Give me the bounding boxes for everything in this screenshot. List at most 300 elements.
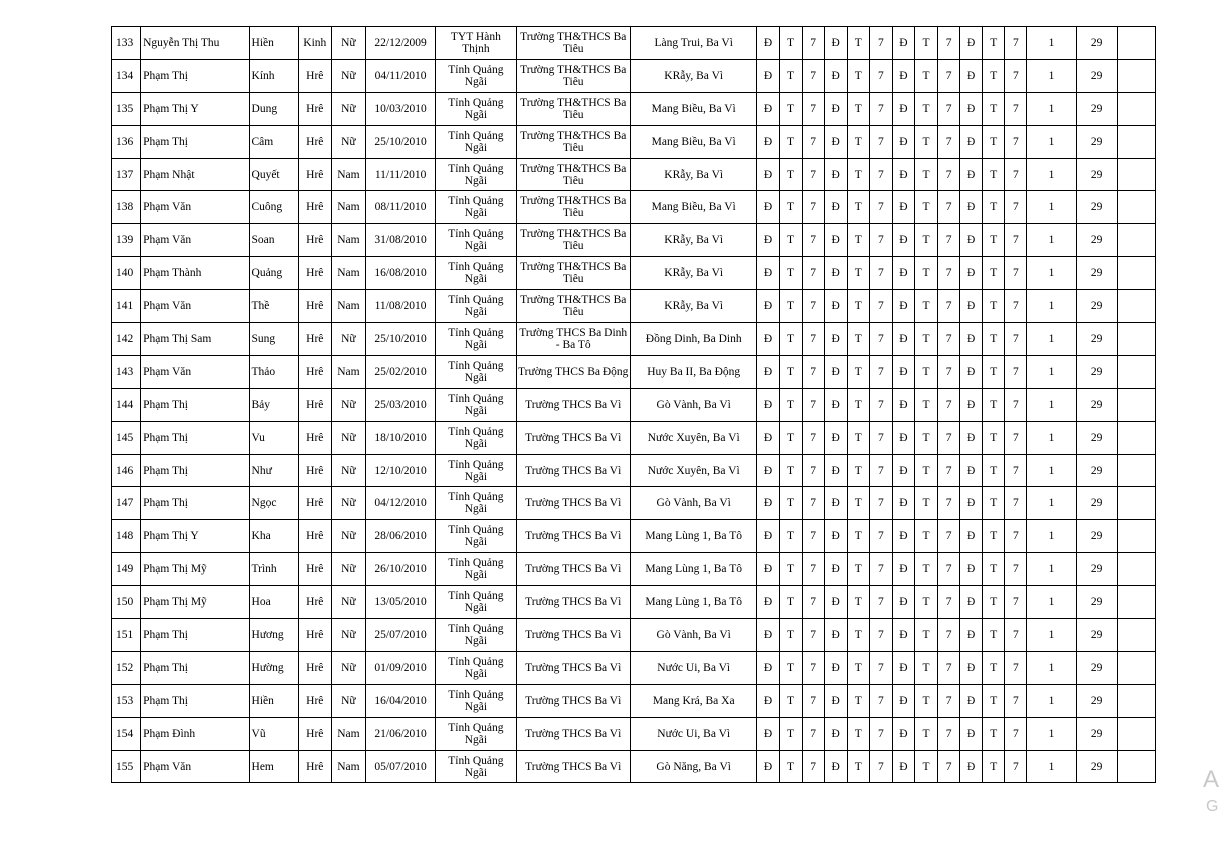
grade-mark-cell: Đ (960, 421, 983, 454)
grade-mark-cell: Đ (960, 520, 983, 553)
ethnicity-cell: Kinh (298, 27, 331, 60)
note-cell (1117, 257, 1155, 290)
total-cell: 29 (1076, 619, 1117, 652)
ethnicity-cell: Hrê (298, 59, 331, 92)
row-number-cell: 144 (112, 388, 141, 421)
grade-mark-cell: 7 (938, 388, 960, 421)
note-cell (1117, 717, 1155, 750)
birth-place-cell: Tỉnh Quảng Ngãi (436, 454, 516, 487)
birth-place-cell: Tỉnh Quảng Ngãi (436, 290, 516, 323)
grade-mark-cell: 7 (1005, 290, 1027, 323)
note-cell (1117, 323, 1155, 356)
grade-mark-cell: Đ (824, 388, 847, 421)
ethnicity-cell: Hrê (298, 421, 331, 454)
student-list-table (111, 26, 1156, 783)
school-cell: Trường THCS Ba Vì (516, 520, 630, 553)
grade-mark-cell: Đ (960, 487, 983, 520)
birth-date-cell: 22/12/2009 (365, 27, 435, 60)
given-name-cell: Quảng (249, 257, 298, 290)
school-cell: Trường THCS Ba Vì (516, 454, 630, 487)
grade-mark-cell: 7 (938, 59, 960, 92)
grade-mark-cell: 7 (1005, 388, 1027, 421)
grade-mark-cell: 7 (1005, 619, 1027, 652)
note-cell (1117, 586, 1155, 619)
given-name-cell: Dung (249, 92, 298, 125)
surname-cell: Phạm Văn (141, 750, 249, 783)
grade-mark-cell: T (779, 421, 802, 454)
grade-mark-cell: 7 (802, 750, 824, 783)
grade-mark-cell: T (914, 59, 937, 92)
gender-cell: Nam (331, 224, 365, 257)
ethnicity-cell: Hrê (298, 586, 331, 619)
row-number-cell: 154 (112, 717, 141, 750)
count-cell: 1 (1027, 651, 1076, 684)
grade-mark-cell: Đ (824, 158, 847, 191)
grade-mark-cell: T (779, 191, 802, 224)
grade-mark-cell: 7 (869, 59, 892, 92)
birth-place-cell: Tỉnh Quảng Ngãi (436, 191, 516, 224)
grade-mark-cell: Đ (824, 421, 847, 454)
grade-mark-cell: T (983, 487, 1005, 520)
grade-mark-cell: T (914, 619, 937, 652)
given-name-cell: Trình (249, 553, 298, 586)
school-cell: Trường TH&THCS Ba Tiêu (516, 257, 630, 290)
ethnicity-cell: Hrê (298, 355, 331, 388)
school-cell: Trường TH&THCS Ba Tiêu (516, 125, 630, 158)
grade-mark-cell: 7 (802, 717, 824, 750)
school-cell: Trường TH&THCS Ba Tiêu (516, 27, 630, 60)
grade-mark-cell: T (983, 257, 1005, 290)
grade-mark-cell: T (847, 717, 869, 750)
address-cell: KRẫy, Ba Vì (630, 59, 756, 92)
grade-mark-cell: T (914, 191, 937, 224)
given-name-cell: Thảo (249, 355, 298, 388)
gender-cell: Nữ (331, 421, 365, 454)
grade-mark-cell: 7 (802, 388, 824, 421)
ethnicity-cell: Hrê (298, 717, 331, 750)
birth-date-cell: 05/07/2010 (365, 750, 435, 783)
grade-mark-cell: Đ (960, 59, 983, 92)
grade-mark-cell: T (779, 59, 802, 92)
grade-mark-cell: T (914, 125, 937, 158)
grade-mark-cell: Đ (960, 191, 983, 224)
grade-mark-cell: 7 (802, 487, 824, 520)
grade-mark-cell: T (847, 191, 869, 224)
birth-date-cell: 11/11/2010 (365, 158, 435, 191)
given-name-cell: Câm (249, 125, 298, 158)
birth-date-cell: 11/08/2010 (365, 290, 435, 323)
table-row (112, 224, 1156, 257)
grade-mark-cell: Đ (892, 59, 914, 92)
total-cell: 29 (1076, 684, 1117, 717)
given-name-cell: Hiền (249, 27, 298, 60)
grade-mark-cell: T (914, 750, 937, 783)
gender-cell: Nữ (331, 520, 365, 553)
birth-place-cell: Tỉnh Quảng Ngãi (436, 125, 516, 158)
grade-mark-cell: 7 (802, 421, 824, 454)
ethnicity-cell: Hrê (298, 257, 331, 290)
birth-date-cell: 12/10/2010 (365, 454, 435, 487)
count-cell: 1 (1027, 684, 1076, 717)
grade-mark-cell: 7 (1005, 125, 1027, 158)
grade-mark-cell: 7 (869, 355, 892, 388)
note-cell (1117, 224, 1155, 257)
row-number-cell: 141 (112, 290, 141, 323)
grade-mark-cell: Đ (892, 750, 914, 783)
birth-date-cell: 16/08/2010 (365, 257, 435, 290)
surname-cell: Phạm Thị Sam (141, 323, 249, 356)
grade-mark-cell: T (847, 158, 869, 191)
grade-mark-cell: 7 (938, 257, 960, 290)
row-number-cell: 147 (112, 487, 141, 520)
total-cell: 29 (1076, 717, 1117, 750)
grade-mark-cell: Đ (892, 586, 914, 619)
given-name-cell: Kính (249, 59, 298, 92)
grade-mark-cell: Đ (824, 520, 847, 553)
school-cell: Trường THCS Ba Vì (516, 586, 630, 619)
grade-mark-cell: 7 (869, 257, 892, 290)
given-name-cell: Hem (249, 750, 298, 783)
grade-mark-cell: T (779, 27, 802, 60)
birth-place-cell: Tỉnh Quảng Ngãi (436, 750, 516, 783)
grade-mark-cell: 7 (802, 586, 824, 619)
grade-mark-cell: Đ (960, 651, 983, 684)
gender-cell: Nữ (331, 454, 365, 487)
grade-mark-cell: T (847, 290, 869, 323)
birth-date-cell: 21/06/2010 (365, 717, 435, 750)
birth-place-cell: Tỉnh Quảng Ngãi (436, 92, 516, 125)
table-row (112, 487, 1156, 520)
grade-mark-cell: Đ (892, 388, 914, 421)
grade-mark-cell: 7 (869, 619, 892, 652)
ethnicity-cell: Hrê (298, 487, 331, 520)
grade-mark-cell: T (983, 619, 1005, 652)
count-cell: 1 (1027, 553, 1076, 586)
gender-cell: Nữ (331, 487, 365, 520)
surname-cell: Phạm Thị (141, 487, 249, 520)
grade-mark-cell: Đ (960, 388, 983, 421)
school-cell: Trường THCS Ba Vì (516, 750, 630, 783)
gender-cell: Nữ (331, 323, 365, 356)
birth-place-cell: Tỉnh Quảng Ngãi (436, 257, 516, 290)
note-cell (1117, 355, 1155, 388)
grade-mark-cell: T (983, 586, 1005, 619)
table-row (112, 158, 1156, 191)
table-row (112, 388, 1156, 421)
grade-mark-cell: T (983, 553, 1005, 586)
birth-date-cell: 25/03/2010 (365, 388, 435, 421)
table-row (112, 421, 1156, 454)
birth-date-cell: 10/03/2010 (365, 92, 435, 125)
table-row (112, 257, 1156, 290)
grade-mark-cell: 7 (938, 355, 960, 388)
total-cell: 29 (1076, 290, 1117, 323)
grade-mark-cell: T (983, 684, 1005, 717)
surname-cell: Phạm Thị (141, 388, 249, 421)
grade-mark-cell: 7 (1005, 158, 1027, 191)
grade-mark-cell: 7 (802, 454, 824, 487)
school-cell: Trường THCS Ba Vì (516, 619, 630, 652)
note-cell (1117, 59, 1155, 92)
grade-mark-cell: 7 (1005, 520, 1027, 553)
count-cell: 1 (1027, 27, 1076, 60)
grade-mark-cell: Đ (824, 125, 847, 158)
grade-mark-cell: Đ (757, 454, 779, 487)
given-name-cell: Ngọc (249, 487, 298, 520)
total-cell: 29 (1076, 191, 1117, 224)
surname-cell: Phạm Thị Y (141, 520, 249, 553)
table-row (112, 553, 1156, 586)
grade-mark-cell: T (914, 487, 937, 520)
birth-place-cell: Tỉnh Quảng Ngãi (436, 717, 516, 750)
grade-mark-cell: 7 (1005, 27, 1027, 60)
grade-mark-cell: T (847, 586, 869, 619)
given-name-cell: Hường (249, 651, 298, 684)
table-row (112, 59, 1156, 92)
note-cell (1117, 553, 1155, 586)
school-cell: Trường THCS Ba Vì (516, 421, 630, 454)
grade-mark-cell: Đ (824, 290, 847, 323)
grade-mark-cell: 7 (1005, 586, 1027, 619)
grade-mark-cell: 7 (1005, 750, 1027, 783)
table-row (112, 290, 1156, 323)
total-cell: 29 (1076, 651, 1117, 684)
gender-cell: Nam (331, 290, 365, 323)
note-cell (1117, 619, 1155, 652)
given-name-cell: Vu (249, 421, 298, 454)
row-number-cell: 155 (112, 750, 141, 783)
surname-cell: Phạm Văn (141, 355, 249, 388)
grade-mark-cell: T (914, 421, 937, 454)
grade-mark-cell: Đ (960, 92, 983, 125)
school-cell: Trường THCS Ba Vì (516, 553, 630, 586)
grade-mark-cell: T (983, 323, 1005, 356)
grade-mark-cell: T (779, 684, 802, 717)
grade-mark-cell: T (914, 224, 937, 257)
given-name-cell: Kha (249, 520, 298, 553)
grade-mark-cell: Đ (757, 553, 779, 586)
grade-mark-cell: T (914, 355, 937, 388)
birth-place-cell: Tỉnh Quảng Ngãi (436, 158, 516, 191)
grade-mark-cell: T (914, 158, 937, 191)
row-number-cell: 145 (112, 421, 141, 454)
grade-mark-cell: Đ (757, 323, 779, 356)
given-name-cell: Soan (249, 224, 298, 257)
grade-mark-cell: Đ (892, 619, 914, 652)
grade-mark-cell: T (779, 388, 802, 421)
grade-mark-cell: 7 (938, 92, 960, 125)
grade-mark-cell: Đ (757, 421, 779, 454)
grade-mark-cell: 7 (1005, 487, 1027, 520)
gender-cell: Nam (331, 717, 365, 750)
birth-date-cell: 28/06/2010 (365, 520, 435, 553)
note-cell (1117, 191, 1155, 224)
total-cell: 29 (1076, 224, 1117, 257)
surname-cell: Phạm Thị (141, 421, 249, 454)
ethnicity-cell: Hrê (298, 651, 331, 684)
grade-mark-cell: 7 (802, 684, 824, 717)
address-cell: KRẫy, Ba Vì (630, 257, 756, 290)
grade-mark-cell: Đ (892, 553, 914, 586)
address-cell: Đồng Dinh, Ba Dinh (630, 323, 756, 356)
school-cell: Trường THCS Ba Vì (516, 717, 630, 750)
grade-mark-cell: 7 (1005, 454, 1027, 487)
grade-mark-cell: 7 (938, 27, 960, 60)
grade-mark-cell: T (983, 421, 1005, 454)
birth-place-cell: Tỉnh Quảng Ngãi (436, 553, 516, 586)
surname-cell: Phạm Văn (141, 224, 249, 257)
grade-mark-cell: T (847, 59, 869, 92)
surname-cell: Phạm Thị (141, 619, 249, 652)
grade-mark-cell: Đ (892, 290, 914, 323)
grade-mark-cell: Đ (892, 92, 914, 125)
grade-mark-cell: T (779, 323, 802, 356)
grade-mark-cell: Đ (757, 92, 779, 125)
grade-mark-cell: Đ (757, 684, 779, 717)
grade-mark-cell: 7 (1005, 651, 1027, 684)
grade-mark-cell: Đ (824, 92, 847, 125)
grade-mark-cell: T (914, 290, 937, 323)
grade-mark-cell: 7 (869, 684, 892, 717)
birth-date-cell: 16/04/2010 (365, 684, 435, 717)
address-cell: Nước Xuyên, Ba Vì (630, 421, 756, 454)
birth-place-cell: Tỉnh Quảng Ngãi (436, 651, 516, 684)
ethnicity-cell: Hrê (298, 323, 331, 356)
gender-cell: Nữ (331, 59, 365, 92)
grade-mark-cell: T (779, 257, 802, 290)
grade-mark-cell: 7 (938, 487, 960, 520)
grade-mark-cell: T (779, 355, 802, 388)
grade-mark-cell: T (779, 651, 802, 684)
grade-mark-cell: 7 (869, 125, 892, 158)
count-cell: 1 (1027, 454, 1076, 487)
grade-mark-cell: Đ (960, 750, 983, 783)
grade-mark-cell: Đ (757, 586, 779, 619)
grade-mark-cell: 7 (802, 158, 824, 191)
grade-mark-cell: T (914, 323, 937, 356)
grade-mark-cell: Đ (824, 355, 847, 388)
address-cell: Mang Krá, Ba Xa (630, 684, 756, 717)
table-row (112, 92, 1156, 125)
grade-mark-cell: T (983, 717, 1005, 750)
count-cell: 1 (1027, 92, 1076, 125)
birth-place-cell: Tỉnh Quảng Ngãi (436, 355, 516, 388)
birth-place-cell: Tỉnh Quảng Ngãi (436, 323, 516, 356)
birth-place-cell: Tỉnh Quảng Ngãi (436, 224, 516, 257)
grade-mark-cell: T (847, 553, 869, 586)
grade-mark-cell: Đ (960, 619, 983, 652)
grade-mark-cell: Đ (757, 224, 779, 257)
ethnicity-cell: Hrê (298, 290, 331, 323)
grade-mark-cell: T (914, 684, 937, 717)
grade-mark-cell: 7 (1005, 224, 1027, 257)
gender-cell: Nam (331, 257, 365, 290)
grade-mark-cell: T (847, 388, 869, 421)
grade-mark-cell: 7 (869, 191, 892, 224)
grade-mark-cell: T (847, 619, 869, 652)
surname-cell: Phạm Văn (141, 191, 249, 224)
address-cell: Mang Lùng 1, Ba Tô (630, 520, 756, 553)
birth-place-cell: Tỉnh Quảng Ngãi (436, 586, 516, 619)
grade-mark-cell: 7 (938, 290, 960, 323)
grade-mark-cell: Đ (757, 619, 779, 652)
grade-mark-cell: T (983, 92, 1005, 125)
grade-mark-cell: T (983, 125, 1005, 158)
row-number-cell: 136 (112, 125, 141, 158)
ethnicity-cell: Hrê (298, 158, 331, 191)
row-number-cell: 138 (112, 191, 141, 224)
grade-mark-cell: Đ (960, 553, 983, 586)
grade-mark-cell: Đ (960, 158, 983, 191)
count-cell: 1 (1027, 257, 1076, 290)
grade-mark-cell: Đ (757, 520, 779, 553)
grade-mark-cell: T (983, 27, 1005, 60)
grade-mark-cell: Đ (757, 191, 779, 224)
count-cell: 1 (1027, 224, 1076, 257)
gender-cell: Nam (331, 158, 365, 191)
birth-date-cell: 04/11/2010 (365, 59, 435, 92)
given-name-cell: Quyết (249, 158, 298, 191)
gender-cell: Nữ (331, 651, 365, 684)
surname-cell: Phạm Thị (141, 125, 249, 158)
grade-mark-cell: Đ (824, 586, 847, 619)
total-cell: 29 (1076, 257, 1117, 290)
row-number-cell: 137 (112, 158, 141, 191)
given-name-cell: Hoa (249, 586, 298, 619)
address-cell: Gò Vành, Ba Vì (630, 487, 756, 520)
grade-mark-cell: Đ (892, 323, 914, 356)
address-cell: KRẫy, Ba Vì (630, 224, 756, 257)
grade-mark-cell: 7 (802, 520, 824, 553)
count-cell: 1 (1027, 191, 1076, 224)
gender-cell: Nữ (331, 619, 365, 652)
grade-mark-cell: T (914, 388, 937, 421)
grade-mark-cell: T (779, 125, 802, 158)
grade-mark-cell: 7 (869, 224, 892, 257)
grade-mark-cell: T (847, 323, 869, 356)
count-cell: 1 (1027, 520, 1076, 553)
school-cell: Trường THCS Ba Động (516, 355, 630, 388)
grade-mark-cell: 7 (802, 257, 824, 290)
grade-mark-cell: 7 (1005, 59, 1027, 92)
grade-mark-cell: Đ (824, 257, 847, 290)
total-cell: 29 (1076, 421, 1117, 454)
grade-mark-cell: T (847, 520, 869, 553)
grade-mark-cell: Đ (824, 717, 847, 750)
grade-mark-cell: 7 (802, 191, 824, 224)
grade-mark-cell: Đ (892, 454, 914, 487)
address-cell: Nước Ui, Ba Vì (630, 651, 756, 684)
grade-mark-cell: 7 (802, 125, 824, 158)
grade-mark-cell: T (847, 355, 869, 388)
note-cell (1117, 421, 1155, 454)
ethnicity-cell: Hrê (298, 684, 331, 717)
grade-mark-cell: Đ (892, 421, 914, 454)
surname-cell: Phạm Đình (141, 717, 249, 750)
birth-place-cell: Tỉnh Quảng Ngãi (436, 619, 516, 652)
grade-mark-cell: T (914, 717, 937, 750)
grade-mark-cell: T (779, 717, 802, 750)
grade-mark-cell: 7 (869, 92, 892, 125)
grade-mark-cell: Đ (757, 257, 779, 290)
count-cell: 1 (1027, 388, 1076, 421)
grade-mark-cell: Đ (892, 487, 914, 520)
grade-mark-cell: 7 (802, 224, 824, 257)
gender-cell: Nữ (331, 27, 365, 60)
grade-mark-cell: Đ (960, 290, 983, 323)
grade-mark-cell: 7 (869, 388, 892, 421)
birth-date-cell: 25/07/2010 (365, 619, 435, 652)
